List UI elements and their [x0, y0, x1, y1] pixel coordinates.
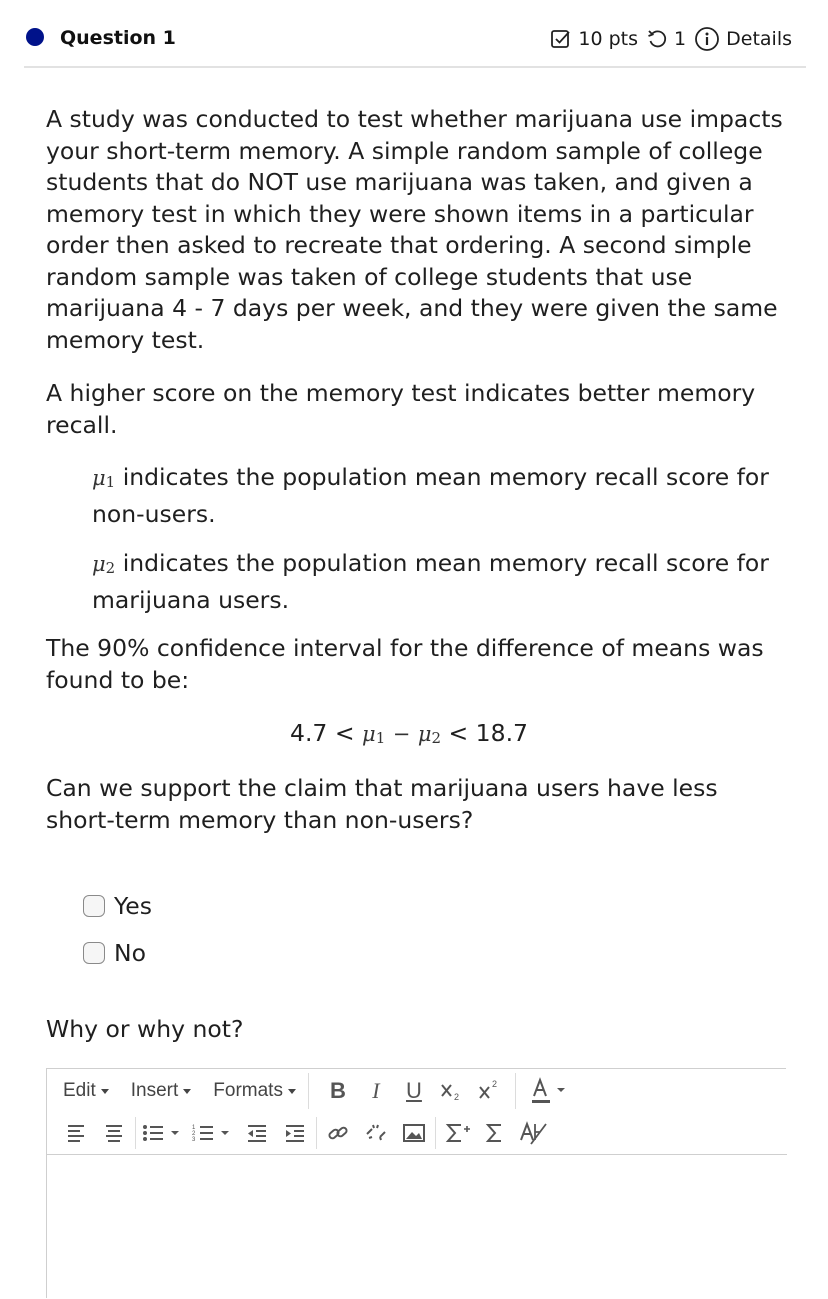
option-yes-label[interactable]: Yes — [114, 891, 152, 920]
option-yes-checkbox[interactable] — [83, 895, 105, 917]
bullet-list-icon — [141, 1122, 185, 1144]
chevron-down-icon — [288, 1089, 296, 1094]
indent-icon — [283, 1122, 307, 1144]
question-prompt: Can we support the claim that marijuana users have less short-term memory than non-users? — [46, 774, 718, 834]
formula-mu2: $\mu_2$ — [417, 722, 442, 747]
mu1-symbol: $\mu_1$ — [92, 466, 116, 491]
text-color-icon — [530, 1076, 570, 1106]
question-status-dot — [26, 28, 44, 46]
link-icon — [326, 1122, 350, 1144]
chevron-down-icon — [101, 1089, 109, 1094]
subscript-button[interactable] — [433, 1076, 471, 1106]
align-left-button[interactable] — [57, 1118, 95, 1148]
rich-text-editor — [46, 1068, 786, 1298]
align-left-icon — [65, 1122, 87, 1144]
underline-button[interactable]: U — [406, 1078, 422, 1103]
mu2-symbol: $\mu_2$ — [92, 552, 116, 577]
toolbar-divider — [135, 1117, 136, 1149]
points-label: 10 pts — [578, 28, 639, 50]
math-button[interactable] — [476, 1118, 514, 1148]
indent-button[interactable] — [276, 1118, 314, 1148]
retry-icon[interactable] — [646, 28, 668, 50]
question-paragraph-1: A study was conducted to test whether marijuana use impacts your short-term memory. A simple random sample of college students that do NOT use marijuana was taken, and given a memory test in which they were shown items in a particular order then asked to recreate that ordering. A second simple random sample was taken of college students that use marijuana 4 - 7 days per week, and they were given the same memory test. — [46, 105, 783, 354]
question-title: Question 1 — [60, 27, 176, 49]
question-paragraph-2: A higher score on the memory test indicates better memory recall. — [46, 379, 756, 439]
spellcheck-button[interactable] — [514, 1118, 552, 1148]
mu1-text: indicates the population mean memory recall score for non-users. — [92, 463, 769, 528]
italic-button[interactable]: I — [372, 1078, 380, 1103]
insert-link-button[interactable] — [319, 1118, 357, 1148]
chevron-down-icon — [183, 1089, 191, 1094]
insert-image-button[interactable] — [395, 1118, 433, 1148]
question-meta — [550, 26, 792, 52]
subscript-icon — [439, 1079, 465, 1103]
svg-text:2: 2 — [453, 1092, 459, 1102]
superscript-icon — [477, 1079, 503, 1103]
numbered-list-icon — [191, 1122, 235, 1144]
details-link[interactable]: Details — [726, 28, 792, 50]
answer-options — [83, 882, 152, 976]
sigma-icon — [483, 1121, 507, 1145]
mu2-text: indicates the population mean memory recall score for marijuana users. — [92, 549, 769, 614]
toolbar-divider — [316, 1117, 317, 1149]
text-color-button[interactable] — [526, 1076, 574, 1106]
option-no-checkbox[interactable] — [83, 942, 105, 964]
insert-menu[interactable]: Insert — [131, 1080, 192, 1102]
option-no-label[interactable]: No — [114, 938, 146, 967]
edit-menu[interactable]: Edit — [63, 1080, 109, 1102]
confidence-interval-formula — [290, 718, 528, 755]
formats-menu[interactable]: Formats — [213, 1080, 296, 1102]
align-center-button[interactable] — [95, 1118, 133, 1148]
outdent-icon — [245, 1122, 269, 1144]
numbered-list-button[interactable] — [188, 1118, 238, 1148]
svg-text:2: 2 — [192, 1131, 196, 1137]
toolbar-divider — [515, 1073, 516, 1109]
mu2-definition — [92, 548, 782, 616]
align-center-icon — [103, 1122, 125, 1144]
toolbar-row-2 — [47, 1113, 552, 1153]
remove-link-button[interactable] — [357, 1118, 395, 1148]
attempts-count: 1 — [674, 28, 687, 50]
formula-lower: 4.7 < — [290, 719, 355, 747]
editor-toolbar — [47, 1069, 787, 1155]
question-paragraph-3: The 90% confidence interval for the difference of means was found to be: — [46, 634, 764, 694]
bullet-list-button[interactable] — [138, 1118, 188, 1148]
why-prompt: Why or why not? — [46, 1015, 244, 1043]
spellcheck-icon — [518, 1120, 548, 1146]
editor-text-area[interactable] — [47, 1155, 787, 1299]
svg-text:2: 2 — [491, 1079, 497, 1089]
option-no[interactable] — [83, 929, 152, 976]
equation-button[interactable] — [438, 1118, 476, 1148]
toolbar-divider — [435, 1117, 436, 1149]
toolbar-row-1 — [47, 1069, 574, 1113]
formula-upper: < 18.7 — [448, 719, 528, 747]
bold-button[interactable]: B — [330, 1078, 346, 1103]
formula-minus: − — [392, 722, 411, 746]
svg-text:1: 1 — [192, 1125, 196, 1131]
question-header — [24, 0, 806, 68]
info-icon[interactable] — [694, 26, 720, 52]
image-icon — [402, 1122, 426, 1144]
formula-mu1: $\mu_1$ — [362, 722, 386, 747]
mu1-definition — [92, 462, 782, 530]
outdent-button[interactable] — [238, 1118, 276, 1148]
option-yes[interactable] — [83, 882, 152, 929]
svg-text:3: 3 — [192, 1137, 196, 1143]
superscript-button[interactable] — [471, 1076, 509, 1106]
toolbar-divider — [308, 1073, 309, 1109]
checkbox-edit-icon — [550, 28, 572, 50]
unlink-icon — [363, 1122, 389, 1144]
sigma-plus-icon — [444, 1121, 470, 1145]
